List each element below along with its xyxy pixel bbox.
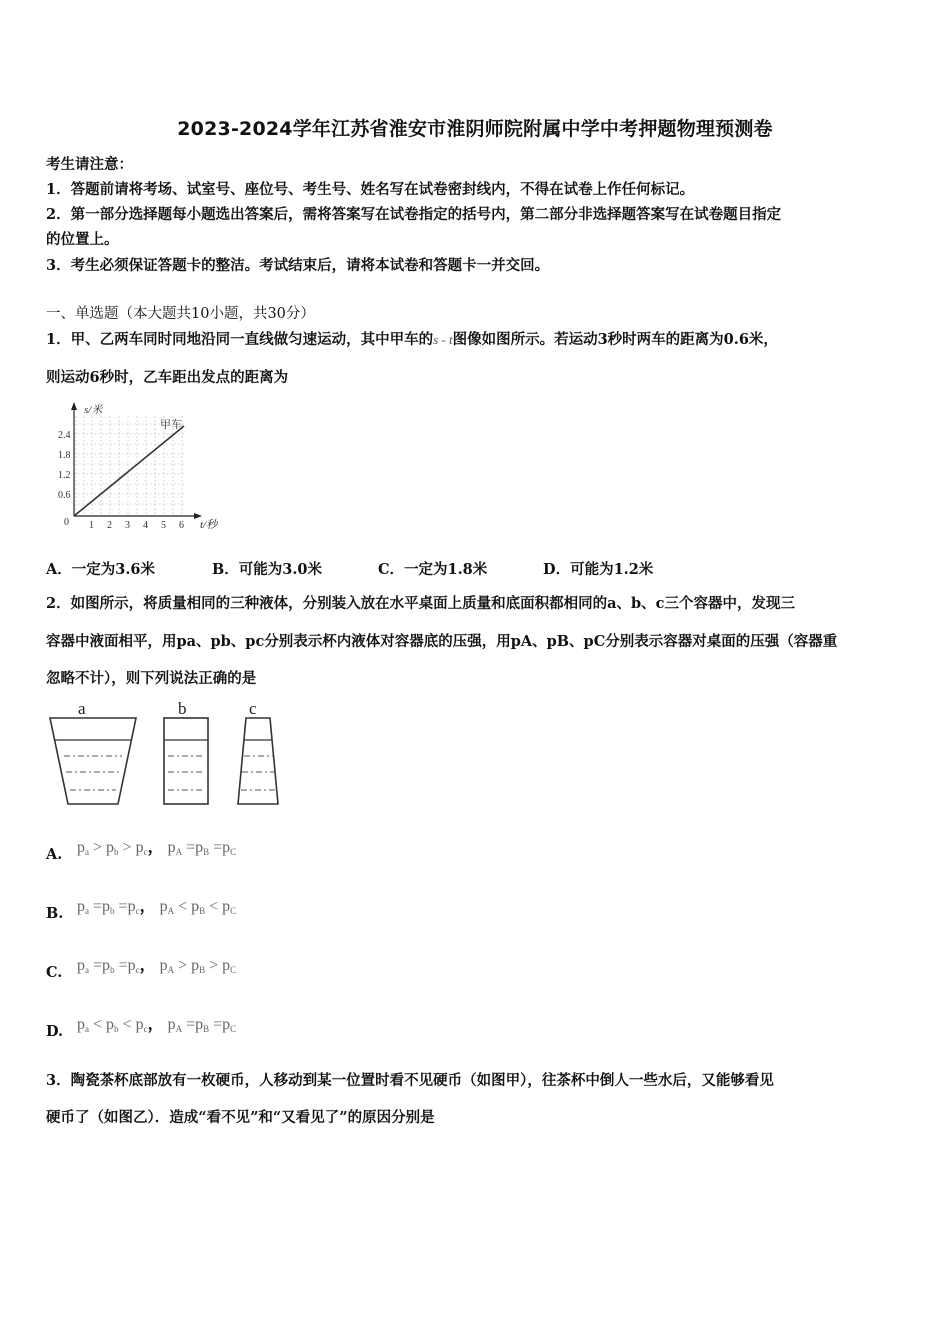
q2-option-c-formula: $p_a =p_b =p_c$， $p_A > p_B > p_C$ bbox=[77, 957, 237, 975]
q1-line2: 则运动6秒时，乙车距出发点的距离为 bbox=[46, 369, 289, 386]
container-a-label: a bbox=[78, 699, 86, 718]
q2-option-b-formula: $p_a =p_b =p_c$， $p_A < p_B < p_C$ bbox=[77, 898, 237, 916]
notice-item-3: 3．考生必须保证答题卡的整洁。考试结束后，请将本试卷和答题卡一并交回。 bbox=[46, 257, 550, 274]
graph-y-tick: 1.2 bbox=[58, 470, 71, 481]
q2-line1: 2．如图所示，将质量相同的三种液体，分别装入放在水平桌面上质量和底面积都相同的a、b、c三个容器中，发现三 bbox=[46, 595, 795, 612]
graph-y-label: s/米 bbox=[84, 404, 103, 416]
page-title: 2023-2024学年江苏省淮安市淮阴师院附属中学中考押题物理预测卷 bbox=[177, 118, 773, 140]
q2-line3: 忽略不计），则下列说法正确的是 bbox=[46, 670, 257, 687]
graph-x-tick: 2 bbox=[107, 520, 112, 531]
q1-st-graph bbox=[50, 398, 240, 536]
notice-item-2-cont: 的位置上。 bbox=[46, 231, 119, 248]
graph-x-label: t/秒 bbox=[200, 519, 218, 531]
graph-y-tick: 1.8 bbox=[58, 450, 71, 461]
q1-text-a: 1．甲、乙两车同时同地沿同一直线做匀速运动，其中甲车的 bbox=[46, 331, 434, 348]
q2-line2: 容器中液面相平，用pa、pb、pc分别表示杯内液体对容器底的压强，用pA、pB、pC分别表示容器对桌面的压强（容器重 bbox=[46, 633, 838, 650]
q1-option-c: C．一定为1.8米 bbox=[378, 561, 488, 578]
q1-option-a: A．一定为3.6米 bbox=[46, 561, 155, 578]
container-c bbox=[238, 699, 278, 804]
container-a bbox=[50, 699, 136, 804]
notice-item-1: 1．答题前请将考场、试室号、座位号、考生号、姓名写在试卷密封线内，不得在试卷上作任何标记。 bbox=[46, 181, 695, 198]
notice-item-2: 2．第一部分选择题每小题选出答案后，需将答案写在试卷指定的括号内，第二部分非选择题答案写在试卷题目指定 bbox=[46, 206, 782, 223]
q2-option-a-formula: $p_a > p_b > p_c$， $p_A =p_B =p_C$ bbox=[77, 839, 237, 857]
q2-containers-figure bbox=[46, 694, 286, 810]
q1-option-b: B．可能为3.0米 bbox=[212, 561, 322, 578]
q1-option-d: D．可能为1.2米 bbox=[543, 561, 654, 578]
section-heading: 一、单选题（本大题共10小题，共30分） bbox=[46, 306, 315, 322]
q2-option-a-label: A. bbox=[46, 846, 63, 863]
q1-line1 bbox=[46, 328, 778, 349]
q2-option-d-formula: $p_a < p_b < p_c$， $p_A =p_B =p_C$ bbox=[77, 1016, 237, 1034]
graph-line-label: 甲车 bbox=[160, 419, 182, 431]
q2-option-d-label: D. bbox=[46, 1023, 64, 1040]
graph-x-tick: 1 bbox=[89, 520, 94, 531]
graph-x-tick: 6 bbox=[179, 520, 184, 531]
q2-option-b-label: B. bbox=[46, 905, 64, 922]
graph-x-tick: 4 bbox=[143, 520, 148, 531]
graph-x-tick: 5 bbox=[161, 520, 166, 531]
container-b bbox=[164, 699, 208, 804]
graph-origin: 0 bbox=[64, 517, 69, 528]
q1-st-symbol: s - t bbox=[433, 332, 453, 347]
graph-y-arrow bbox=[71, 402, 77, 410]
q1-text-b: 图像如图所示。若运动3秒时两车的距离为0.6米， bbox=[452, 331, 778, 348]
q3-line2: 硬币了（如图乙）．造成“看不见”和“又看见了”的原因分别是 bbox=[46, 1109, 435, 1126]
container-b-label: b bbox=[178, 699, 187, 718]
graph-grid bbox=[74, 416, 185, 516]
graph-y-tick: 2.4 bbox=[58, 430, 71, 441]
notice-heading: 考生请注意： bbox=[46, 156, 133, 173]
container-c-label: c bbox=[249, 699, 257, 718]
graph-x-tick: 3 bbox=[125, 520, 130, 531]
q2-option-c-label: C. bbox=[46, 964, 63, 981]
graph-y-tick: 0.6 bbox=[58, 490, 71, 501]
q3-line1: 3．陶瓷茶杯底部放有一枚硬币，人移动到某一位置时看不见硬币（如图甲），往茶杯中倒人一些水后，又能够看见 bbox=[46, 1072, 774, 1089]
graph-line-jia bbox=[74, 426, 184, 516]
